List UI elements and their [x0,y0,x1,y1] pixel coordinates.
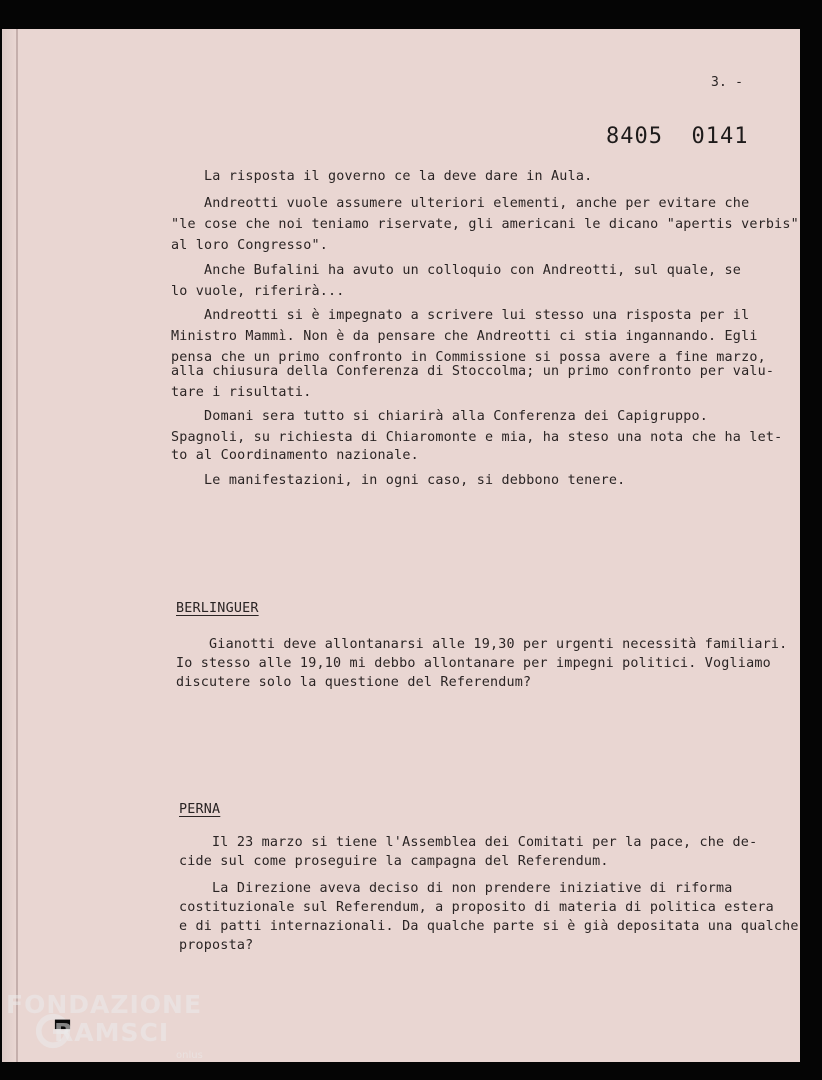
text-line: Spagnoli, su richiesta di Chiaromonte e mia, ha steso una nota che ha let- [171,430,783,445]
text-line: Le manifestazioni, in ogni caso, si debbono tenere. [171,473,626,488]
watermark-line2: RAMSCI [54,1018,170,1047]
text-line: costituzionale sul Referendum, a proposito di materia di politica estera [179,900,774,915]
text-line: alla chiusura della Conferenza di Stoccolma; un primo confronto per valu- [171,364,775,379]
page-number: 3. - [711,75,744,90]
text-line: cide sul come proseguire la campagna del Referendum. [179,854,609,869]
text-line: La Direzione aveva deciso di non prendere iniziative di riforma [179,881,733,896]
text-line: Gianotti deve allontanarsi alle 19,30 per urgenti necessità familiari. [176,637,788,652]
text-line: al loro Congresso". [171,238,328,253]
text-line: Domani sera tutto si chiarirà alla Conferenza dei Capigruppo. [171,409,709,424]
text-line: Io stesso alle 19,10 mi debbo allontanare per impegni politici. Vogliamo [176,656,771,671]
binding-edge [16,29,18,1062]
text-line: proposta? [179,938,254,953]
watermark-line1: FONDAZIONE [6,990,203,1019]
text-line: e di patti internazionali. Da qualche parte si è già depositata una qualche [179,919,799,934]
fondazione-gramsci-watermark [6,990,216,1070]
watermark-suffix: onlus [176,1050,203,1061]
text-line: "le cose che noi teniamo riservate, gli americani le dicano "apertis verbis" [171,217,799,232]
speaker-name: BERLINGUER [176,601,259,616]
archive-code-stamp: 8405 0141 [606,124,749,149]
text-line: pensa che un primo confronto in Commissione si possa avere a fine marzo, [171,350,766,365]
text-line: discutere solo la questione del Referendum? [176,675,532,690]
text-line: La risposta il governo ce la deve dare in Aula. [171,169,593,184]
text-line: Il 23 marzo si tiene l'Assemblea dei Comitati per la pace, che de- [179,835,758,850]
text-line: Andreotti vuole assumere ulteriori elementi, anche per evitare che [171,196,750,211]
text-line: Anche Bufalini ha avuto un colloquio con Andreotti, sul quale, se [171,263,742,278]
text-line: Andreotti si è impegnato a scrivere lui stesso una risposta per il [171,308,750,323]
text-line: Ministro Mammì. Non è da pensare che Andreotti ci stia ingannando. Egli [171,329,758,344]
text-line: tare i risultati. [171,385,312,400]
speaker-name: PERNA [179,802,221,817]
text-line: to al Coordinamento nazionale. [171,448,419,463]
text-line: lo vuole, riferirà... [171,284,345,299]
